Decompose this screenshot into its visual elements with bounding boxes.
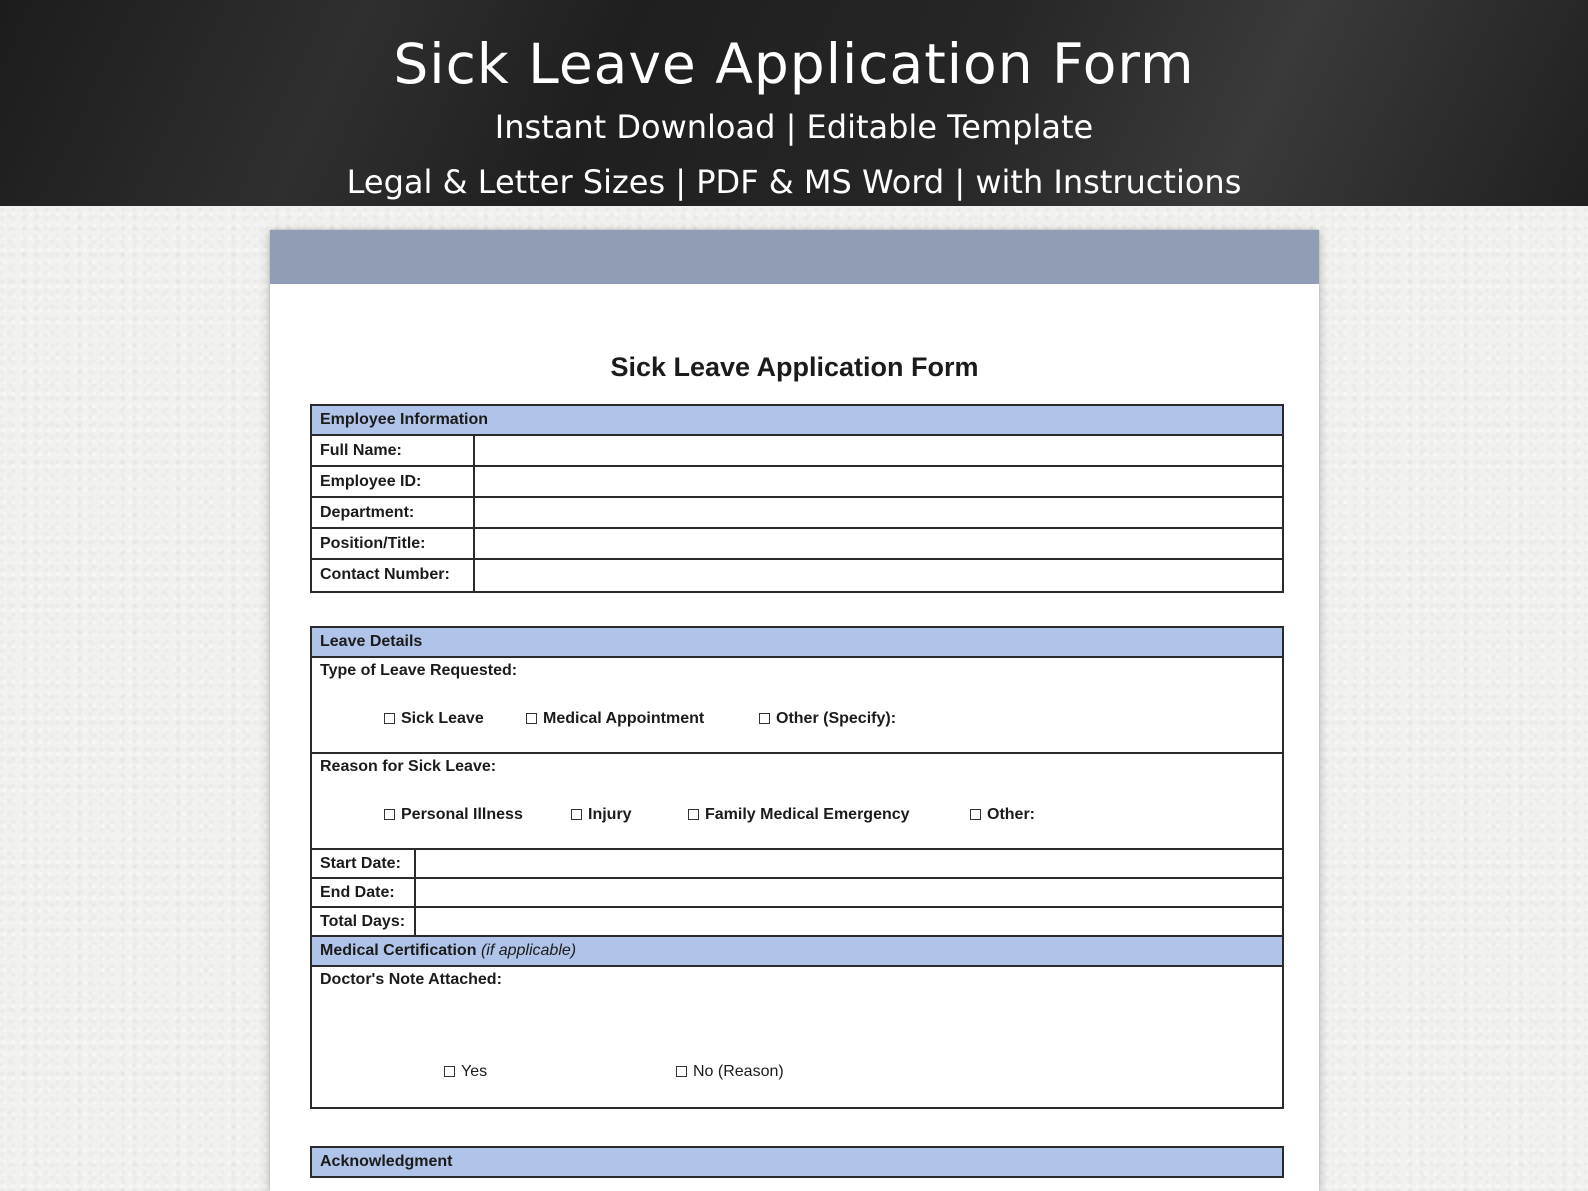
doctors-note-label: Doctor's Note Attached: [320,971,502,988]
personal-illness-option-label: Personal Illness [401,806,523,823]
full-name-field[interactable] [475,436,1282,465]
acknowledgment-section [310,1146,1284,1178]
field-row-full-name [312,436,1282,467]
checkbox-sick-leave[interactable] [384,710,484,728]
checkbox-icon [676,1066,687,1077]
leave-type-block [312,658,1282,754]
field-row-end-date [312,879,1282,908]
field-row-total-days [312,908,1282,937]
end-date-field[interactable] [416,879,1282,906]
checkbox-icon [688,809,699,820]
checkbox-icon [384,809,395,820]
sick-leave-option-label: Sick Leave [401,710,484,727]
end-date-label: End Date: [312,879,416,906]
form-title: Sick Leave Application Form [610,352,979,382]
position-title-field[interactable] [475,529,1282,558]
total-days-field[interactable] [416,908,1282,935]
checkbox-other-reason[interactable] [970,806,1035,824]
medical-appointment-option-label: Medical Appointment [543,710,705,727]
total-days-label: Total Days: [312,908,416,935]
checkbox-yes[interactable] [444,1063,487,1081]
department-field[interactable] [475,498,1282,527]
no-reason-option-label: No (Reason) [693,1063,784,1080]
family-medical-emergency-option-label: Family Medical Emergency [705,806,910,823]
employee-id-field[interactable] [475,467,1282,496]
checkbox-icon [384,713,395,724]
medical-certification-heading-note: (if applicable) [480,942,577,959]
contact-number-label: Contact Number: [312,560,475,591]
doctors-note-block [312,967,1282,1107]
injury-option-label: Injury [588,806,632,823]
banner-subtitle-formats: Legal & Letter Sizes | PDF & MS Word | with Instructions [346,163,1242,201]
leave-reason-label: Reason for Sick Leave: [320,758,497,775]
medical-certification-heading-text: Medical Certification [320,942,477,959]
contact-number-field[interactable] [475,560,1282,591]
checkbox-injury[interactable] [571,806,632,824]
leave-details-heading: Leave Details [312,628,1282,658]
full-name-label: Full Name: [312,436,475,465]
department-label: Department: [312,498,475,527]
position-title-label: Position/Title: [312,529,475,558]
start-date-label: Start Date: [312,850,416,877]
header-banner [0,0,1588,206]
checkbox-icon [526,713,537,724]
checkbox-icon [571,809,582,820]
checkbox-icon [444,1066,455,1077]
field-row-start-date [312,850,1282,879]
yes-option-label: Yes [461,1063,488,1080]
checkbox-no-reason[interactable] [676,1063,784,1081]
banner-title: Sick Leave Application Form [393,32,1195,96]
banner-subtitle-features: Instant Download | Editable Template [494,108,1094,146]
start-date-field[interactable] [416,850,1282,877]
leave-reason-block [312,754,1282,850]
field-row-position [312,529,1282,560]
checkbox-other-specify[interactable] [759,710,896,728]
other-specify-option-label: Other (Specify): [776,710,897,727]
leave-details-section [310,626,1284,1109]
checkbox-personal-illness[interactable] [384,806,523,824]
employee-id-label: Employee ID: [312,467,475,496]
checkbox-icon [970,809,981,820]
field-row-department [312,498,1282,529]
sheet-header-band [270,230,1319,284]
checkbox-family-medical-emergency[interactable] [688,806,910,824]
employee-information-heading: Employee Information [312,406,1282,436]
field-row-employee-id [312,467,1282,498]
checkbox-medical-appointment[interactable] [526,710,704,728]
medical-certification-heading [312,937,1282,967]
acknowledgment-heading: Acknowledgment [312,1148,1282,1178]
leave-type-label: Type of Leave Requested: [320,662,518,679]
checkbox-icon [759,713,770,724]
employee-information-section [310,404,1284,593]
other-reason-option-label: Other: [987,806,1035,823]
form-sheet [270,230,1319,1191]
field-row-contact-number [312,560,1282,591]
